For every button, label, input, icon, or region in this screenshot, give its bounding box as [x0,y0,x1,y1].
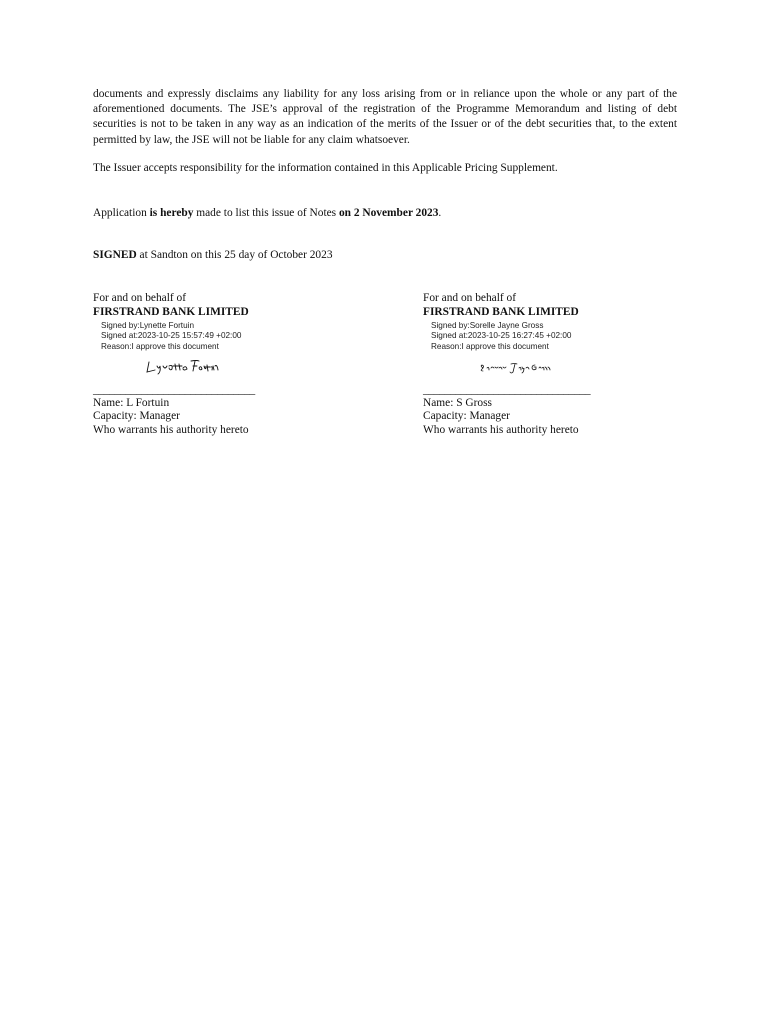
signatory-details [93,397,293,438]
signatory-block-left [93,292,293,437]
signatory-name: Name: S Gross [423,396,492,409]
signatory-capacity: Capacity: Manager [93,410,180,423]
digital-signature-info [431,321,623,352]
on-behalf-label: For and on behalf of [423,292,516,304]
handwritten-signature [473,356,553,380]
signatory-details [423,397,623,438]
company-name: FIRSTRAND BANK LIMITED [93,305,249,318]
on-behalf-label: For and on behalf of [93,292,186,304]
signed-at: Signed at:2023-10-25 15:57:49 +02:00 [101,331,242,341]
document-page [93,87,677,436]
company-name: FIRSTRAND BANK LIMITED [423,305,579,318]
responsibility-paragraph: The Issuer accepts responsibility for the information contained in this Applicable Pricing Supplement. [93,161,558,174]
signatory-authority: Who warrants his authority hereto [93,423,249,436]
application-statement: Application is hereby made to list this issue of Notes on 2 November 2023. [93,207,442,219]
signed-at: Signed at:2023-10-25 16:27:45 +02:00 [431,331,572,341]
signing-reason: Reason:I approve this document [431,341,549,351]
signature-line: ______________________________ [93,383,255,396]
signed-by: Signed by:Lynette Fortuin [101,321,195,330]
handwritten-signature [143,356,223,380]
signing-reason: Reason:I approve this document [101,341,219,351]
signatory-name: Name: L Fortuin [93,396,170,409]
signatory-block-right [423,292,623,437]
signature-line: _______________________________ [423,383,591,396]
signatory-authority: Who warrants his authority hereto [423,423,579,436]
signed-statement: SIGNED at Sandton on this 25 day of October 2023 [93,249,333,261]
signed-by: Signed by:Sorelle Jayne Gross [431,321,544,330]
disclaimer-paragraph: documents and expressly disclaims any liability for any loss arising from or in reliance upon the whole or any part of the aforementioned documents. The JSE’s approval of the registration of the Programme Memorandum and listing of debt securities is not to be taken in any way as an indication of the merits of the Issuer or of the debt securities that, to the extent permitted by law, the JSE will not be liable for any claim whatsoever. [93,88,677,146]
digital-signature-info [101,321,293,352]
signatory-capacity: Capacity: Manager [423,410,510,423]
